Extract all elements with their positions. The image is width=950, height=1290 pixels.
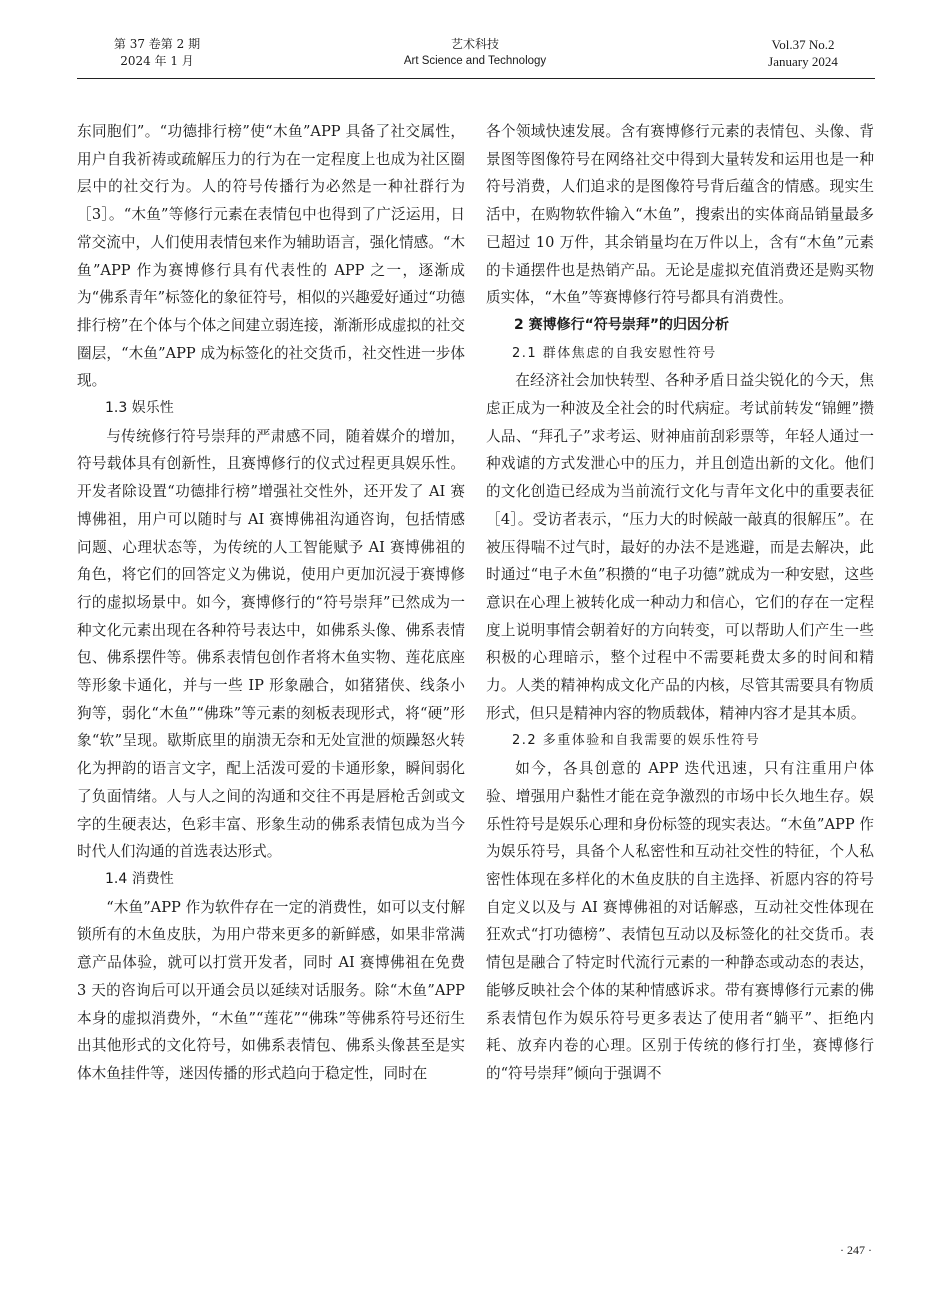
journal-title-zh: 艺术科技 bbox=[450, 37, 499, 51]
right-column bbox=[486, 118, 874, 1088]
volume-issue-zh: 第 37 卷第 2 期 bbox=[113, 37, 201, 51]
section-heading: 1.3 娱乐性 bbox=[105, 400, 174, 417]
subsection-heading: 2.1 群体焦虑的自我安慰性符号 bbox=[512, 345, 717, 361]
paragraph: “木鱼”APP 作为软件存在一定的消费性，如可以支付解锁所有的木鱼皮肤，为用户带来更多的新鲜感，如果非常满意产品体验，就可以打赏开发者，同时 AI 赛博佛祖在免费 3 天的咨询后可以开通会员以延续对话服务。除“木鱼”APP 本身的虚拟消费外，“木鱼”“莲花”“佛珠”等佛系符号还衍生出其他形式的文化符号，如佛系表情包、佛系头像甚至是实体木鱼挂件等，迷因传播的形式趋向于稳定性，同时在 bbox=[77, 898, 465, 1082]
date-zh: 2024 年 1 月 bbox=[120, 54, 194, 68]
journal-volume-en bbox=[748, 36, 858, 70]
volume-issue-en: Vol.37 No.2 bbox=[771, 37, 835, 52]
journal-title-en: Art Science and Technology bbox=[403, 55, 547, 67]
paragraph: 在经济社会加快转型、各种矛盾日益尖锐化的今天，焦虑正成为一种波及全社会的时代病症。考试前转发“锦鲤”攒人品、“拜孔子”求考运、财神庙前刮彩票等，年轻人通过一种戏谑的方式发泄心中的压力，并且创造出新的文化。他们的文化创造已经成为当前流行文化与青年文化中的重要表征［4］。受访者表示，“压力大的时候敲一敲真的很解压”。在被压得喘不过气时，最好的办法不是逃避，而是去解决，此时通过“电子木鱼”积攒的“电子功德”就成为一种安慰，这些意识在心理上被转化成一种动力和信心，它们的存在一定程度上说明事情会朝着好的方向转变，可以帮助人们产生一些积极的心理暗示，整个过程中不需要耗费太多的时间和精力。人类的精神构成文化产品的内核，尽管其需要具有物质形式，但只是精神内容的物质载体，精神内容才是其本质。 bbox=[486, 372, 874, 722]
date-en: January 2024 bbox=[768, 54, 838, 69]
section-heading: 1.4 消费性 bbox=[105, 870, 174, 887]
section-heading: 2 赛博修行“符号崇拜”的归因分析 bbox=[514, 316, 730, 333]
journal-volume-zh bbox=[92, 36, 222, 70]
journal-title bbox=[375, 36, 575, 70]
paragraph: 如今，各具创意的 APP 迭代迅速，只有注重用户体验、增强用户黏性才能在竞争激烈的市场中长久地生存。娱乐性符号是娱乐心理和身份标签的现实表达。“木鱼”APP 作为娱乐符号，具备个人私密性和互动社交性的特征，个人私密性体现在多样化的木鱼皮肤的自主选择、祈愿内容的符号自定义以及与 AI 赛博佛祖的对话解惑，互动社交性体现在狂欢式“打功德榜”、表情包互动以及标签化的社交货币。表情包是融合了特定时代流行元素的一种静态或动态的表达，能够反映社会个体的某种情感诉求。带有赛博修行元素的佛系表情包作为娱乐符号更多表达了使用者“躺平”、拒绝内耗、放弃内卷的心理。区别于传统的修行打坐，赛博修行的“符号崇拜”倾向于强调不 bbox=[486, 760, 874, 1082]
page-number: · 247 · bbox=[840, 1243, 872, 1257]
paragraph: 各个领域快速发展。含有赛博修行元素的表情包、头像、背景图等图像符号在网络社交中得到大量转发和运用也是一种符号消费，人们追求的是图像符号背后蕴含的情感。现实生活中，在购物软件输入“木鱼”，搜索出的实体商品销量最多已超过 10 万件，其余销量均在万件以上，含有“木鱼”元素的卡通摆件也是热销产品。无论是虚拟充值消费还是购买物质实体，“木鱼”等赛博修行符号都具有消费性。 bbox=[486, 123, 874, 307]
left-column bbox=[77, 118, 465, 1088]
paragraph: 与传统修行符号崇拜的严肃感不同，随着媒介的增加，符号载体具有创新性，且赛博修行的仪式过程更具娱乐性。开发者除设置“功德排行榜”增强社交性外，还开发了 AI 赛博佛祖，用户可以随时与 AI 赛博佛祖沟通咨询，包括情感问题、心理状态等，为传统的人工智能赋予 AI 赛博佛祖的角色，将它们的回答定义为佛说，使用户更加沉浸于赛博修行的虚拟场景中。如今，赛博修行的“符号崇拜”已然成为一种文化元素出现在各种符号表达中，如佛系头像、佛系表情包、佛系摆件等。佛系表情包创作者将木鱼实物、莲花底座等形象卡通化，并与一些 IP 形象融合，如猪猪侠、线条小狗等，弱化“木鱼”“佛珠”等元素的刻板表现形式，将“硬”形象“软”呈现。歇斯底里的崩溃无奈和无处宣泄的烦躁怒火转化为押韵的语言文字，配上活泼可爱的卡通形象，瞬间弱化了负面情绪。人与人之间的沟通和交往不再是唇枪舌剑或文字的生硬表达，色彩丰富、形象生动的佛系表情包成为当今时代人们沟通的首选表达形式。 bbox=[77, 427, 465, 861]
header-rule bbox=[77, 78, 875, 79]
subsection-heading: 2.2 多重体验和自我需要的娱乐性符号 bbox=[512, 733, 761, 749]
paragraph: 东同胞们”。“功德排行榜”使“木鱼”APP 具备了社交属性，用户自我祈祷或疏解压力的行为在一定程度上也成为社区圈层中的社交行为。人的符号传播行为必然是一种社群行为［3］。“木鱼”等修行元素在表情包中也得到了广泛运用，日常交流中，人们使用表情包来作为辅助语言，强化情感。“木鱼”APP 作为赛博修行具有代表性的 APP 之一，逐渐成为“佛系青年”标签化的象征符号，相似的兴趣爱好通过“功德排行榜”在个体与个体之间建立弱连接，渐渐形成虚拟的社交圈层，“木鱼”APP 成为标签化的社交货币，社交性进一步体现。 bbox=[77, 123, 465, 390]
